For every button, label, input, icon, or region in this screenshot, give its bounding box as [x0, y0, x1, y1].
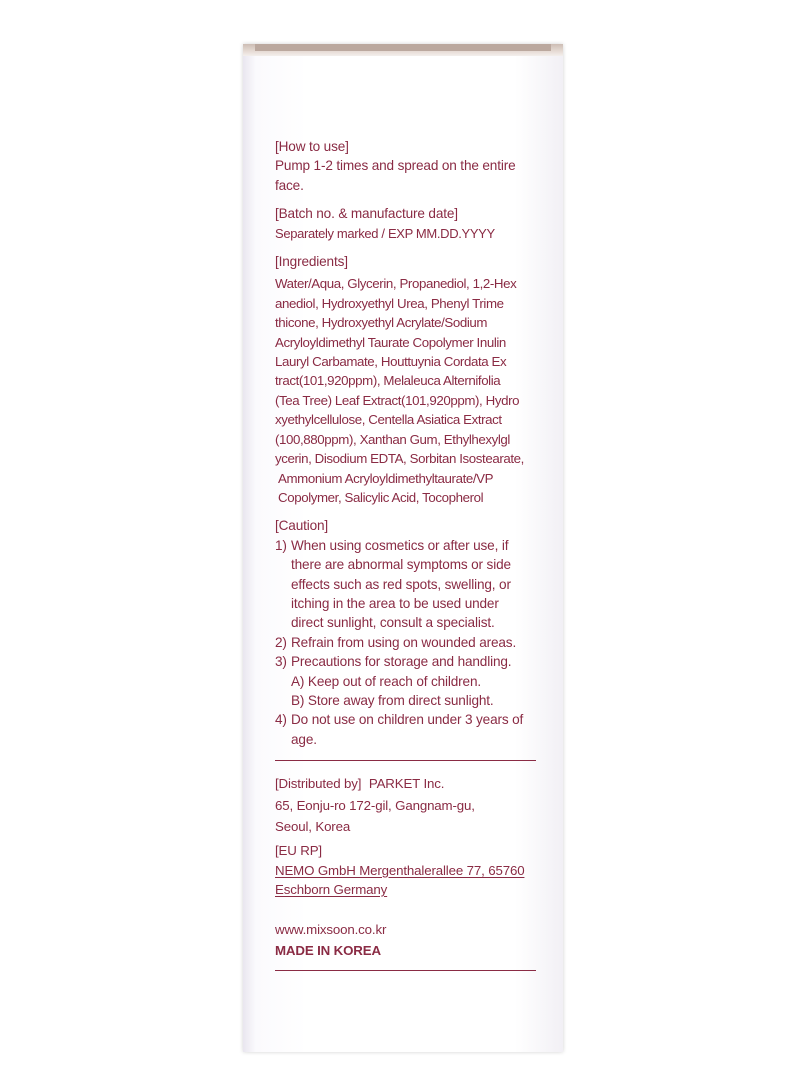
caution-item-line: When using cosmetics or after use, if [291, 537, 509, 553]
distributor-address-line: Seoul, Korea [275, 819, 351, 834]
batch-text: Separately marked / EXP MM.DD.YYYY [275, 225, 495, 241]
ingredients-line: (Tea Tree) Leaf Extract(101,920ppm), Hydro [275, 392, 520, 408]
divider-line [275, 970, 536, 971]
caution-item-line: direct sunlight, consult a specialist. [291, 615, 495, 631]
ingredients-line: anediol, Hydroxyethyl Urea, Phenyl Trime [275, 295, 504, 311]
caution-sub-item: A) Keep out of reach of children. [291, 673, 482, 689]
caution-item-line: itching in the area to be used under [291, 595, 499, 611]
caution-item-line: Do not use on children under 3 years of [291, 712, 524, 728]
caution-item-2 [275, 633, 545, 652]
eu-rp-heading: [EU RP] [275, 843, 322, 859]
ingredients-line: Acryloyldimethyl Taurate Copolymer Inulin [275, 334, 506, 350]
how-to-use-section [275, 137, 545, 195]
batch-section [275, 204, 545, 243]
caution-item-line: age. [291, 731, 317, 747]
product-box-side [243, 44, 563, 1052]
eu-rp-section [275, 841, 545, 899]
box-top-opening [255, 44, 551, 51]
batch-heading: [Batch no. & manufacture date] [275, 206, 458, 222]
distributor-name: PARKET Inc. [368, 776, 445, 792]
ingredients-line: Water/Aqua, Glycerin, Propanediol, 1,2-Hex [275, 276, 517, 292]
caution-item-3 [275, 652, 545, 710]
caution-item-line: Precautions for storage and handling. [291, 654, 512, 670]
caution-item-number: 4) [275, 712, 287, 728]
caution-section [275, 516, 545, 749]
ingredients-line: (100,880ppm), Xanthan Gum, Ethylhexylgl [275, 431, 510, 447]
ingredients-section [275, 252, 545, 507]
distributor-address-line: 65, Eonju-ro 172-gil, Gangnam-gu, [275, 797, 475, 813]
caution-item-line: Refrain from using on wounded areas. [291, 634, 517, 650]
caution-heading: [Caution] [275, 518, 329, 534]
website-text: www.mixsoon.co.kr [275, 921, 387, 937]
ingredients-list [275, 274, 545, 507]
eu-rp-line: Eschborn Germany [275, 882, 388, 898]
caution-sub-item: B) Store away from direct sunlight. [291, 692, 494, 708]
ingredients-line: Ammonium Acryloyldimethyltaurate/VP [278, 470, 494, 486]
divider-line [275, 760, 536, 761]
origin-text: MADE IN KOREA [275, 943, 381, 959]
caution-item-line: effects such as red spots, swelling, or [291, 576, 511, 592]
caution-item-line: there are abnormal symptoms or side [291, 557, 511, 573]
caution-item-number: 3) [275, 654, 287, 670]
caution-item-number: 2) [275, 634, 287, 650]
distributor-section [275, 774, 545, 836]
ingredients-line: tract(101,920ppm), Melaleuca Alternifolia [275, 373, 501, 389]
ingredients-line: Lauryl Carbamate, Houttuynia Cordata Ex [275, 354, 507, 370]
caution-item-4 [275, 710, 545, 749]
distributor-line [275, 774, 545, 793]
how-to-use-line: face. [275, 177, 304, 193]
caution-item-1 [275, 536, 545, 633]
ingredients-heading: [Ingredients] [275, 254, 348, 270]
ingredients-line: ycerin, Disodium EDTA, Sorbitan Isostearate, [275, 451, 524, 467]
eu-rp-line: NEMO GmbH Mergenthalerallee 77, 65760 [275, 862, 525, 878]
box-top-flap [243, 44, 563, 56]
how-to-use-line: Pump 1-2 times and spread on the entire [275, 158, 516, 174]
how-to-use-heading: [How to use] [275, 139, 349, 154]
caution-item-number: 1) [275, 537, 287, 553]
ingredients-line: Copolymer, Salicylic Acid, Tocopherol [278, 489, 484, 505]
ingredients-line: xyethylcellulose, Centella Asiatica Extract [275, 412, 502, 428]
ingredients-line: thicone, Hydroxyethyl Acrylate/Sodium [275, 315, 488, 331]
distributor-label: [Distributed by] [275, 776, 362, 792]
label-text-panel [275, 137, 545, 984]
